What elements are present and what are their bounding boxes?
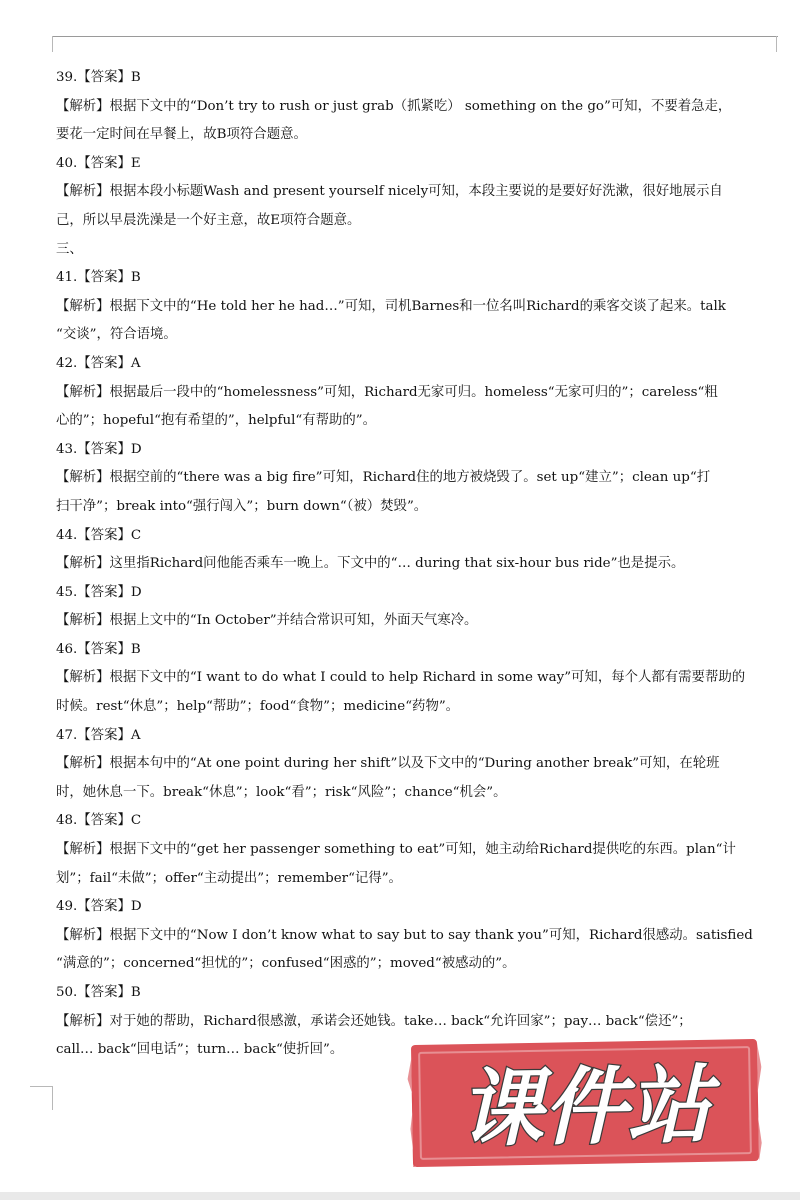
- text-line: 扫干净”；break into“强行闯入”；burn down“（被）焚毁”。: [56, 498, 428, 514]
- text-line: 39.【答案】B: [56, 70, 141, 85]
- text-line: 40.【答案】E: [56, 155, 141, 171]
- crop-mark: [52, 36, 53, 52]
- text-line: 【解析】根据下文中的“He told her he had…”可知，司机Barnes和一位名叫Richard的乘客交谈了起来。talk: [56, 298, 726, 314]
- text-line: 42.【答案】A: [56, 355, 141, 371]
- text-line: 己，所以早晨洗澡是一个好主意，故E项符合题意。: [56, 212, 361, 228]
- text-line: 【解析】这里指Richard问他能否乘车一晚上。下文中的“… during that six-hour bus ride”也是提示。: [56, 556, 685, 572]
- text-line: 【解析】根据最后一段中的“homelessness”可知，Richard无家可归。homeless“无家可归的”；careless“粗: [56, 384, 718, 400]
- crop-mark: [776, 36, 777, 52]
- text-line: 44.【答案】C: [56, 527, 142, 543]
- text-line: 50.【答案】B: [56, 985, 141, 1000]
- page-top-rule: [52, 36, 778, 37]
- text-line: 48.【答案】C: [56, 813, 142, 829]
- crop-mark: [30, 1086, 52, 1087]
- text-line: 43.【答案】D: [56, 441, 142, 457]
- watermark-logo: [407, 1033, 763, 1173]
- text-line: 三、: [56, 241, 83, 257]
- text-line: 47.【答案】A: [56, 727, 141, 743]
- text-line: 【解析】根据本段小标题Wash and present yourself nicely可知，本段主要说的是要好好洗漱，很好地展示自: [56, 184, 723, 200]
- text-line: “满意的”；concerned“担忧的”；confused“困惑的”；moved“被感动的”。: [56, 956, 516, 972]
- text-line: 时，她休息一下。break“休息”；look“看”；risk“风险”；chance“机会”。: [56, 784, 507, 800]
- text-line: 45.【答案】D: [56, 584, 142, 600]
- text-line: call… back“回电话”；turn… back“使折回”。: [56, 1042, 344, 1058]
- text-line: 【解析】根据上文中的“In October”并结合常识可知，外面天气寒冷。: [56, 613, 478, 629]
- page-bottom-strip: [0, 1192, 800, 1200]
- text-line: 【解析】根据下文中的“Don’t try to rush or just grab（抓紧吃） something on the go”可知，不要着急走，: [56, 98, 732, 114]
- text-line: 【解析】根据下文中的“Now I don’t know what to say but to say thank you”可知，Richard很感动。satisfied: [56, 927, 753, 943]
- text-line: 49.【答案】D: [56, 899, 142, 915]
- text-line: 46.【答案】B: [56, 641, 141, 657]
- text-line: 【解析】对于她的帮助，Richard很感激，承诺会还她钱。take… back“允许回家”；pay… back“偿还”；: [56, 1013, 692, 1029]
- text-line: 【解析】根据空前的“there was a big fire”可知，Richard住的地方被烧毁了。set up“建立”；clean up“打: [56, 470, 711, 486]
- crop-mark: [52, 1086, 53, 1110]
- text-line: 心的”；hopeful“抱有希望的”，helpful“有帮助的”。: [56, 413, 377, 429]
- text-line: 划”；fail“未做”；offer“主动提出”；remember“记得”。: [56, 870, 402, 886]
- document-body: [56, 64, 778, 1065]
- text-line: 【解析】根据本句中的“At one point during her shift”以及下文中的“During another break”可知，在轮班: [56, 756, 720, 772]
- text-line: 【解析】根据下文中的“I want to do what I could to help Richard in some way”可知，每个人都有需要帮助的: [56, 670, 746, 686]
- text-line: “交谈”，符合语境。: [56, 327, 177, 343]
- text-line: 要花一定时间在早餐上，故B项符合题意。: [56, 127, 307, 143]
- watermark-text: 课件站: [458, 1055, 712, 1159]
- text-line: 时候。rest“休息”；help“帮助”；food“食物”；medicine“药物”。: [56, 699, 460, 715]
- text-line: 【解析】根据下文中的“get her passenger something to eat”可知，她主动给Richard提供吃的东西。plan“计: [56, 842, 736, 858]
- text-line: 41.【答案】B: [56, 270, 141, 286]
